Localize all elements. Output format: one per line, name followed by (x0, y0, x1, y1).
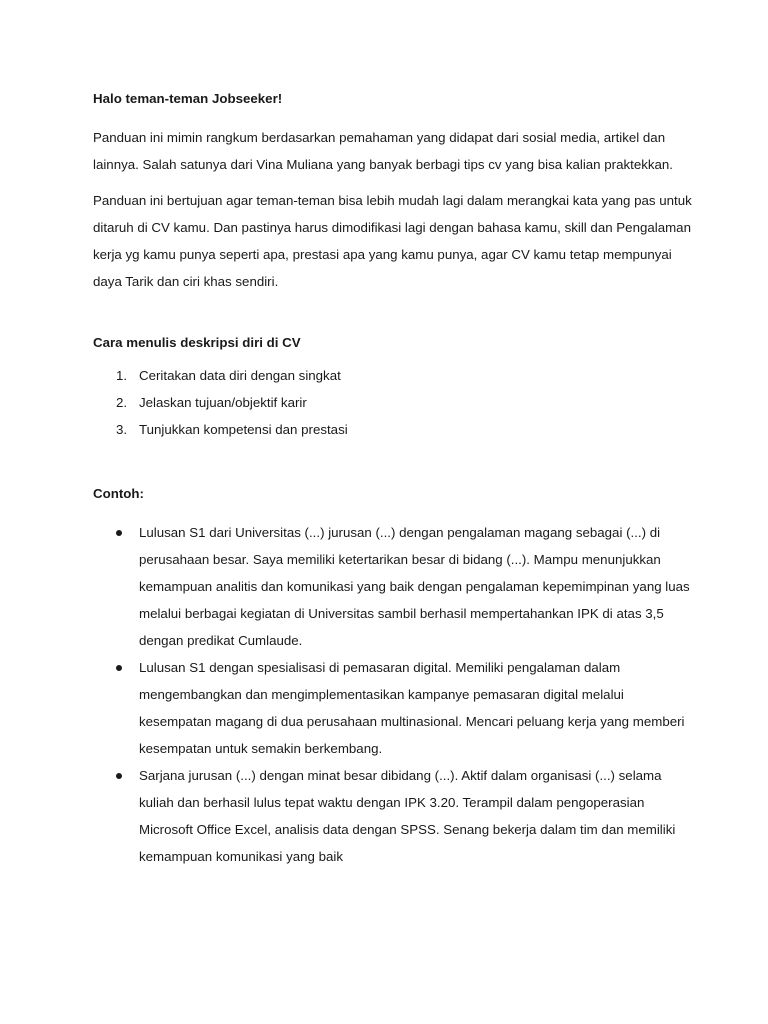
step-number: 2. (116, 395, 128, 410)
example-text: Sarjana jurusan (...) dengan minat besar dibidang (...). Aktif dalam organisasi (...) selama kuliah dan berhasil lulus tepat waktu dengan IPK 3.20. Terampil dalam pengoperasian Microsoft Office Excel, analisis data dengan SPSS. Senang bekerja dalam tim dan memiliki kemampuan komunikasi yang baik (139, 768, 676, 864)
greeting-text: Halo teman-teman Jobseeker! (93, 91, 283, 106)
section-heading: Cara menulis deskripsi diri di CV (93, 335, 301, 350)
step-number: 3. (116, 422, 128, 437)
step-text: Ceritakan data diri dengan singkat (139, 368, 341, 383)
step-item (93, 362, 693, 389)
examples-list (93, 519, 693, 870)
steps-list (93, 362, 693, 443)
step-text: Tunjukkan kompetensi dan prestasi (139, 422, 348, 437)
intro-paragraph-2: Panduan ini bertujuan agar teman-teman bisa lebih mudah lagi dalam merangkai kata yang pas untuk ditaruh di CV kamu. Dan pastinya harus dimodifikasi lagi dengan bahasa kamu, skill dan Pengalaman kerja yg kamu punya seperti apa, prestasi apa yang kamu punya, agar CV kamu tetap mempunyai daya Tarik dan ciri khas sendiri. (93, 193, 692, 289)
step-text: Jelaskan tujuan/objektif karir (139, 395, 307, 410)
step-item (93, 416, 693, 443)
example-item (93, 762, 693, 870)
example-item (93, 654, 693, 762)
step-number: 1. (116, 368, 128, 383)
intro-paragraph-1: Panduan ini mimin rangkum berdasarkan pemahaman yang didapat dari sosial media, artikel dan lainnya. Salah satunya dari Vina Muliana yang banyak berbagi tips cv yang bisa kalian praktekkan. (93, 130, 674, 172)
bullet-icon (116, 665, 122, 671)
bullet-icon (116, 530, 122, 536)
example-text: Lulusan S1 dari Universitas (...) jurusan (...) dengan pengalaman magang sebagai (...) di perusahaan besar. Saya memiliki ketertarikan besar di bidang (...). Mampu menunjukkan kemampuan analitis dan komunikasi yang baik dengan pengalaman kepemimpinan yang luas melalui berbagai kegiatan di Universitas sambil berhasil mempertahankan IPK di atas 3,5 dengan predikat Cumlaude. (139, 525, 690, 648)
example-item (93, 519, 693, 654)
step-item (93, 389, 693, 416)
bullet-icon (116, 773, 122, 779)
examples-heading: Contoh: (93, 486, 144, 501)
document-page (93, 85, 693, 870)
example-text: Lulusan S1 dengan spesialisasi di pemasaran digital. Memiliki pengalaman dalam mengembangkan dan mengimplementasikan kampanye pemasaran digital melalui kesempatan magang di dua perusahaan multinasional. Mencari peluang kerja yang memberi kesempatan untuk semakin berkembang. (139, 660, 685, 756)
